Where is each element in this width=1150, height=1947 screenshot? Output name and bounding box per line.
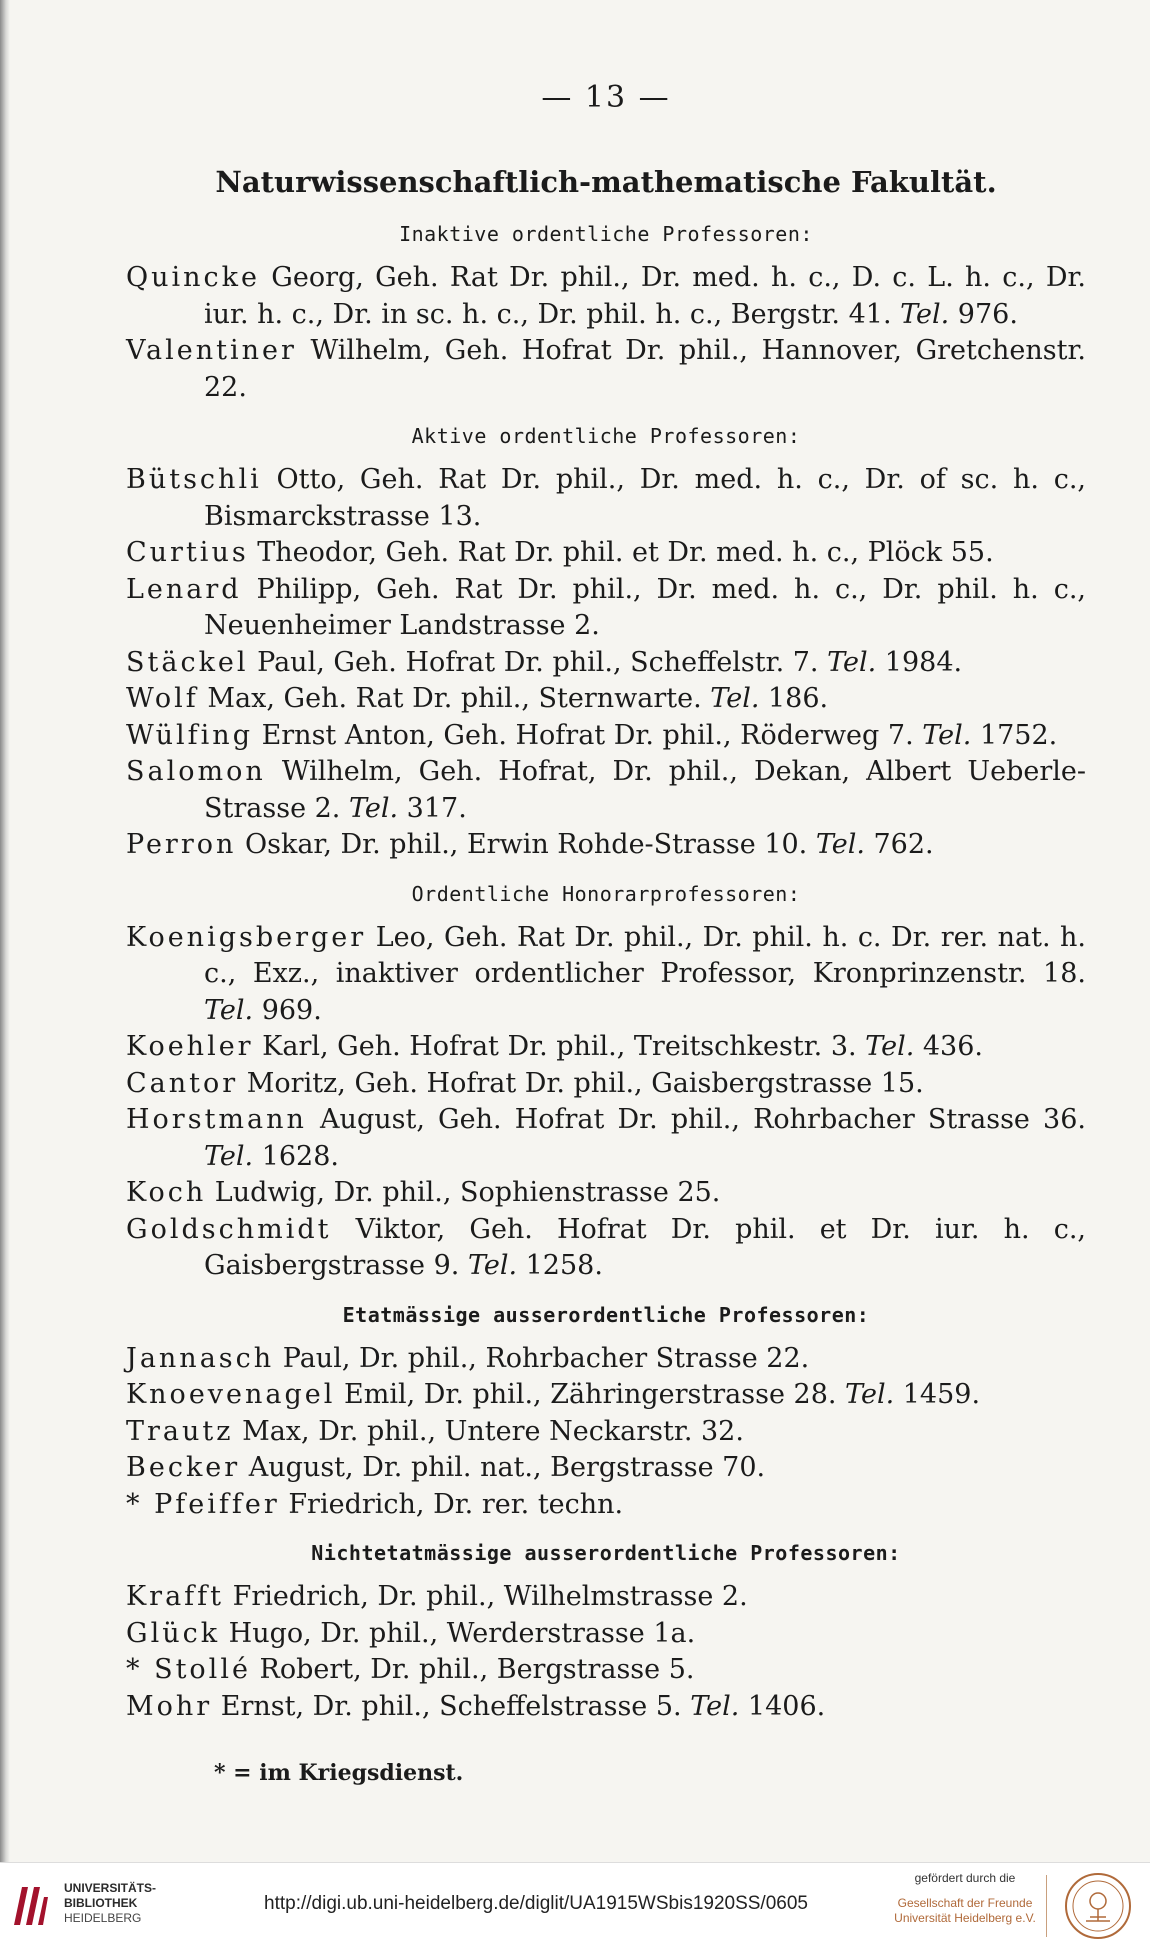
entry [126,1616,1086,1653]
entry-text: Wilhelm, Geh. Hofrat, Dr. phil., Dekan, Albert Ueberle-Strasse 2. [204,756,1086,824]
entry [126,1377,1086,1414]
digitization-footer [0,1862,1150,1947]
sponsor-lead: gefördert durch die [914,1871,1016,1885]
entry-text: August, Dr. phil. nat., Bergstrasse 70. [240,1452,766,1483]
entry-text: Wilhelm, Geh. Hofrat Dr. phil., Hannover, Gretchenstr. 22. [204,335,1086,403]
section [126,876,1086,1285]
entry [126,1066,1086,1103]
entry-name: Knoevenagel [126,1379,336,1410]
sections-container [126,216,1086,1725]
entry-tel-label: Tel. [204,994,254,1026]
section [126,1535,1086,1725]
entry-tel-label: Tel. [845,1379,895,1410]
entry [126,260,1086,333]
entry-tel: 1459. [894,1379,981,1410]
entry-text: Moritz, Geh. Hofrat Dr. phil., Gaisbergstrasse 15. [238,1067,924,1099]
entry-name: Krafft [126,1581,225,1612]
entry-tel: 1258. [517,1250,603,1281]
entry [126,1579,1086,1616]
entry-text: Oskar, Dr. phil., Erwin Rohde-Strasse 10. [236,829,816,860]
entry [126,1450,1086,1487]
entry-text: Friedrich, Dr. phil., Wilhelmstrasse 2. [224,1581,748,1612]
sponsor-org-name: Universität Heidelberg e.V. [894,1911,1036,1925]
entry-tel: 317. [398,792,467,824]
entry-name: Glück [126,1617,221,1649]
entry-name: Wülfing [126,719,253,751]
entry-text: Robert, Dr. phil., Bergstrasse 5. [250,1654,695,1685]
permalink-url[interactable]: http://digi.ub.uni-heidelberg.de/diglit/UA1915WSbis1920SS/0605 [264,1893,808,1914]
entry-name: Quincke [126,262,261,293]
entry-tel: 186. [759,683,829,714]
entry [126,333,1086,406]
section [126,216,1086,406]
entry [126,1175,1086,1212]
sponsor-block [890,1871,1040,1926]
entry-name: Mohr [126,1690,213,1722]
footer-divider [1046,1875,1047,1937]
entry-name: Bütschli [126,464,262,495]
footnote: * = im Kriegsdienst. [214,1760,464,1786]
faculty-title: Naturwissenschaftlich-mathematische Fakultät. [215,165,997,199]
entry-tel: 1406. [739,1690,826,1722]
entry-text: Philipp, Geh. Rat Dr. phil., Dr. med. h. c., Dr. phil. h. c., Neuenheimer Landstrasse 2. [204,573,1086,641]
section-heading: Inaktive ordentliche Professoren: [399,222,813,246]
entry [126,920,1086,1030]
entry-name: Koenigsberger [126,921,367,953]
page-content [126,78,1086,1791]
entry-tel: 436. [914,1031,983,1062]
entry [126,1212,1086,1285]
entry [126,1689,1086,1726]
library-logo-icon [8,1877,52,1933]
entry-name: Curtius [126,537,249,568]
entry-text: Friedrich, Dr. rer. techn. [279,1488,624,1520]
entry-text: Max, Geh. Rat Dr. phil., Sternwarte. [198,683,711,714]
entry-tel-label: Tel. [815,829,865,860]
entry-tel-label: Tel. [710,683,760,714]
page-number: — 13 — [541,80,671,115]
entry-tel-label: Tel. [827,646,877,678]
section-heading: Ordentliche Honorarprofessoren: [411,881,801,906]
entry-tel-label: Tel. [204,1140,254,1172]
entry [126,1102,1086,1175]
entry-tel: 1628. [253,1140,339,1172]
entry [126,572,1086,645]
section [126,1297,1086,1524]
entry-text: Leo, Geh. Rat Dr. phil., Dr. phil. h. c. Dr. rer. nat. h. c., Exz., inaktiver ordentlicher Professor, Kronprinzenstr. 18. [204,921,1086,989]
entry [126,462,1086,535]
entry-name: Valentiner [126,335,297,366]
entry-text: Emil, Dr. phil., Zähringerstrasse 28. [335,1379,846,1410]
entry-name: Jannasch [126,1342,275,1374]
entry-name: Wolf [126,683,199,714]
entry-text: Otto, Geh. Rat Dr. phil., Dr. med. h. c., Dr. of sc. h. c., Bismarckstrasse 13. [204,464,1086,532]
entry-text: Karl, Geh. Hofrat Dr. phil., Treitschkestr. 3. [253,1031,866,1062]
entry [126,754,1086,827]
entry-text: Hugo, Dr. phil., Werderstrasse 1a. [220,1617,696,1649]
entry [126,1652,1086,1689]
entry [126,827,1086,864]
entry [126,645,1086,682]
entry-text: Ludwig, Dr. phil., Sophienstrasse 25. [206,1177,721,1208]
library-name-line: UNIVERSITÄTS- [64,1881,157,1895]
entry-name: Goldschmidt [126,1213,332,1245]
library-name [64,1881,156,1926]
entry-tel-label: Tel. [865,1031,915,1062]
entry [126,535,1086,572]
entry-text: Paul, Dr. phil., Rohrbacher Strasse 22. [274,1342,810,1374]
section-heading: Etatmässige ausserordentliche Professoren: [342,1302,870,1327]
entry [126,1341,1086,1378]
library-name-line: HEIDELBERG [64,1911,142,1925]
library-name-line: BIBLIOTHEK [64,1896,138,1910]
entry-name: Salomon [126,756,266,787]
entry [126,681,1086,718]
entry-text: Ernst Anton, Geh. Hofrat Dr. phil., Röderweg 7. [252,719,923,751]
entry-text: August, Geh. Hofrat Dr. phil., Rohrbacher Strasse 36. [306,1104,1086,1135]
entry-tel: 976. [949,298,1018,330]
entry [126,1029,1086,1066]
entry-name: Cantor [126,1067,239,1099]
entry-tel-label: Tel. [348,792,399,824]
university-seal-icon [1060,1871,1136,1941]
entry-tel: 1752. [971,719,1058,751]
entry-name: Trautz [126,1415,234,1447]
entry-text: Theodor, Geh. Rat Dr. phil. et Dr. med. h. c., Plöck 55. [248,537,994,568]
entry-text: Ernst, Dr. phil., Scheffelstrasse 5. [212,1690,691,1722]
entry-name: Horstmann [126,1104,307,1135]
entry [126,1414,1086,1451]
entry-tel: 969. [253,994,322,1026]
entry-tel-label: Tel. [690,1690,740,1722]
entry-name: * Pfeiffer [126,1488,280,1520]
entry-name: Becker [126,1452,241,1483]
entry-tel: 762. [864,829,934,860]
entry-tel-label: Tel. [467,1250,518,1281]
entry [126,718,1086,755]
sponsor-org-name: Gesellschaft der Freunde [897,1896,1033,1910]
section [126,418,1086,864]
entry [126,1487,1086,1524]
entry-name: Koch [126,1177,207,1208]
entry-text: Viktor, Geh. Hofrat Dr. phil. et Dr. iur. h. c., Gaisbergstrasse 9. [204,1213,1086,1281]
page-edge-shadow [0,0,10,1862]
entry-tel: 1984. [876,646,963,678]
entry-name: * Stollé [126,1654,251,1685]
entry-name: Stäckel [126,646,249,678]
section-heading: Aktive ordentliche Professoren: [411,424,801,448]
entry-name: Lenard [126,573,242,605]
entry-tel-label: Tel. [900,298,950,330]
section-heading: Nichtetatmässige ausserordentliche Professoren: [311,1541,901,1565]
entry-text: Max, Dr. phil., Untere Neckarstr. 32. [233,1415,744,1447]
entry-name: Perron [126,829,237,860]
entry-text: Paul, Geh. Hofrat Dr. phil., Scheffelstr. 7. [248,646,828,678]
entry-tel-label: Tel. [922,719,972,751]
entry-text: Georg, Geh. Rat Dr. phil., Dr. med. h. c., D. c. L. h. c., Dr. iur. h. c., Dr. in sc. h. c., Dr. phil. h. c., Bergstr. 41. [204,262,1086,330]
entry-name: Koehler [126,1031,254,1062]
